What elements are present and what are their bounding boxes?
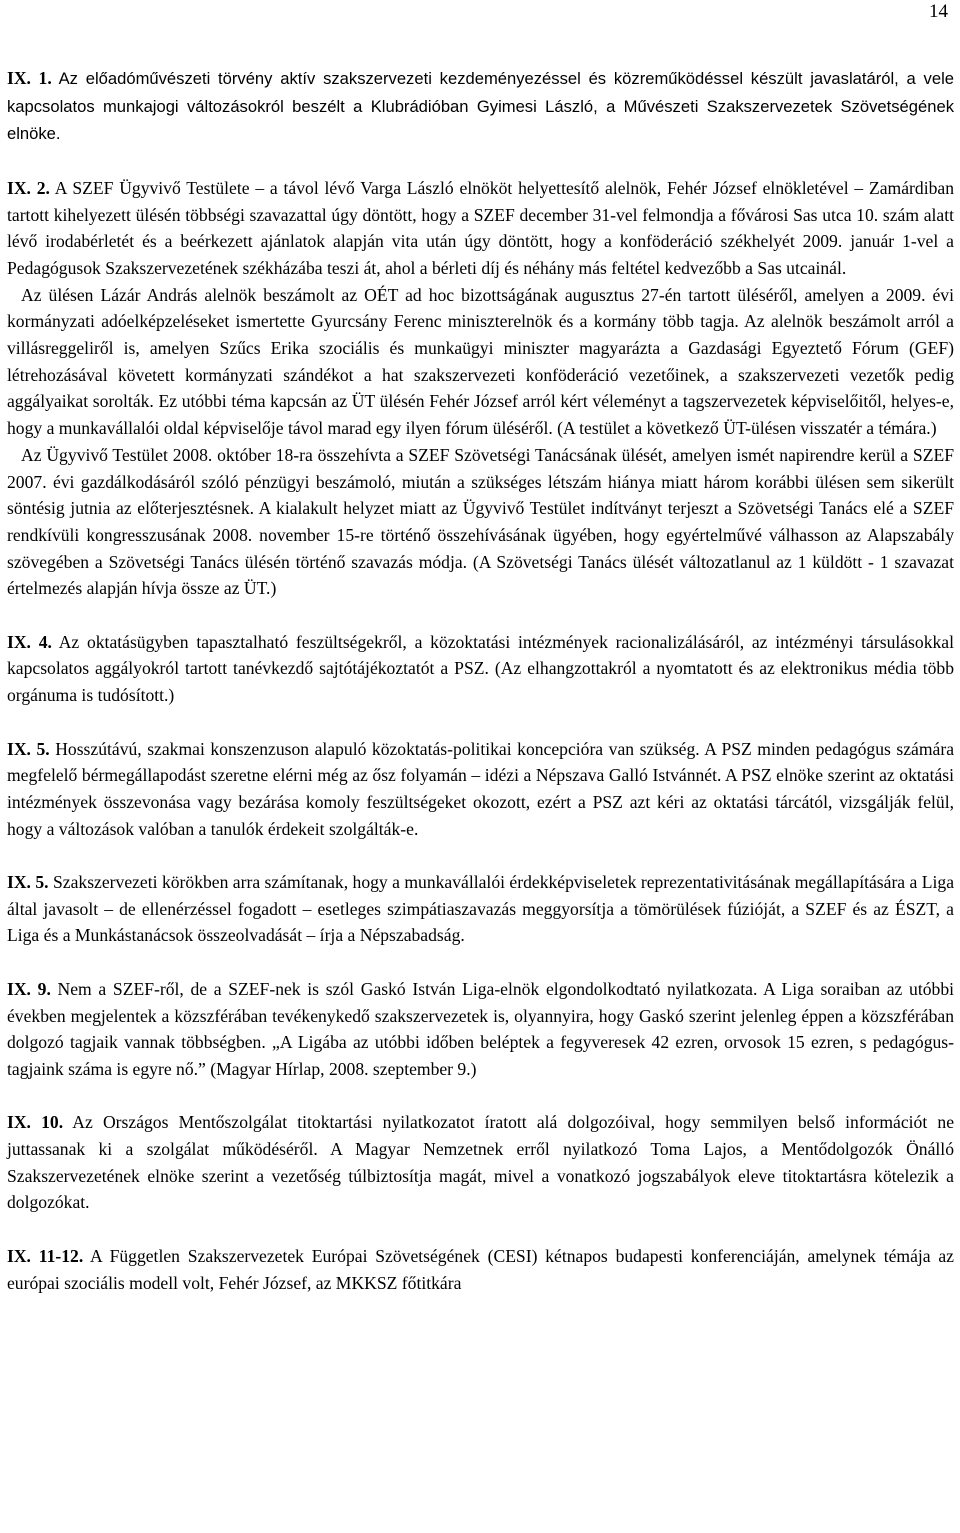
- paragraph-ix-4: [7, 629, 954, 709]
- paragraph-ix-11-12: [7, 1243, 954, 1296]
- document-body: [7, 65, 954, 1296]
- paragraph-label: IX. 10.: [7, 1112, 64, 1133]
- paragraph-label: IX. 4.: [7, 631, 52, 652]
- paragraph-ix-2: [7, 175, 954, 282]
- paragraph-ix-5-a: [7, 736, 954, 843]
- paragraph-ix-2-oet: [7, 282, 954, 442]
- paragraph-ix-1: [7, 65, 954, 148]
- paragraph-text: Nem a SZEF-ről, de a SZEF-nek is szól Gaskó István Liga-elnök elgondolkodtató nyilatkozata. A Liga soraiban az utóbbi években megjelentek a közszférában tevékenykedő szakszervezetek is, olyannyira, hogy Gaskó szerint jelenleg éppen a közszférában dolgozó tagjaik vannak többségben. „A Ligába az utóbbi időben beléptek a fegyveresek 42 ezren, orvosok 15 ezren, s pedagógus-tagjaink száma is egyre nő.” (Magyar Hírlap, 2008. szeptember 9.): [7, 978, 955, 1079]
- paragraph-ix-10: [7, 1109, 954, 1216]
- paragraph-label: IX. 1.: [7, 68, 52, 88]
- paragraph-label: IX. 9.: [7, 978, 51, 999]
- paragraph-text: Hosszútávú, szakmai konszenzuson alapuló közoktatás-politikai koncepcióra van szükség. A PSZ minden pedagógus számára megfelelő bérmegállapodást szeretne elérni még az ősz folyamán – idézi a Népszava Galló Istvánnét. A PSZ elnöke szerint az oktatási intézmények összevonása vagy bezárása komoly feszültségeket okozott, ezért a PSZ azt kéri az oktatási tárcától, vizsgálják felül, hogy a változások valóban a tanulók érdekeit szolgálták-e.: [7, 738, 954, 839]
- paragraph-text: Az Országos Mentőszolgálat titoktartási nyilatkozatot íratott alá dolgozóival, hogy semmilyen belső információt ne juttassanak ki a szolgálat működéséről. A Magyar Nemzetnek erről nyilatkozó Toma Lajos, a Mentődolgozók Önálló Szakszervezetének elnöke szerint a vezetőség túlbiztosítja magát, mivel a vonatkozó jogszabályok eleve titoktartásra kötelezik a dolgozókat.: [7, 1112, 955, 1213]
- paragraph-text: Az ülésen Lázár András alelnök beszámolt az OÉT ad hoc bizottságának augusztus 27-én tartott üléséről, amelyen a 2009. évi kormányzati adóelképzeléseket ismertette Gyurcsány Ferenc miniszterelnök és a kormány több tagja. Az alelnök beszámolt arról a villásreggeliről is, amelyen Szűcs Erika szociális és munkaügyi miniszter magyarázta a Gazdasági Egyeztető Fórum (GEF) létrehozásával követett kormányzati szándékot a hat szakszervezeti konföderáció vezetőinek, a szakszervezeti vezetők pedig aggályaikat sorolták. Ez utóbbi téma kapcsán az ÜT ülésén Fehér József arról kért véleményt a tagszervezetek képviselőitől, helyes-e, hogy a munkavállalói oldal képviselője távol marad egy ilyen fórum üléséről. (A testület a következő ÜT-ülésen visszatér a témára.): [7, 284, 954, 439]
- paragraph-text: A SZEF Ügyvivő Testülete – a távol lévő Varga László elnököt helyettesítő alelnök, Fehér József elnökletével – Zamárdiban tartott kihelyezett ülésén többségi szavazattal úgy döntött, hogy a SZEF december 31-vel felmondja a fővárosi Sas utca 10. szám alatt lévő irodabérletét és a beérkezett ajánlatok alapján vita után úgy döntött, hogy a konföderáció székhelyét 2009. január 1-vel a Pedagógusok Szakszervezetének székházába teszi át, ahol a bérleti díj és néhány más feltétel kedvezőbb a Sas utcainál.: [7, 177, 954, 278]
- paragraph-text: Az előadóművészeti törvény aktív szakszervezeti kezdeményezéssel és közreműködéssel készült javaslatáról, a vele kapcsolatos munkajogi változásokról beszélt a Klubrádióban Gyimesi László, a Művészeti Szakszervezetek Szövetségének elnöke.: [7, 69, 954, 144]
- paragraph-label: IX. 5.: [7, 872, 49, 893]
- paragraph-text: Szakszervezeti körökben arra számítanak, hogy a munkavállalói érdekképviseletek reprezentativitásának megállapítására a Liga által javasolt – de ellenérzéssel fogadott – esetleges szimpátiaszavazás meggyorsítja a tömörülések fúzióját, a SZEF és az ÉSZT, a Liga és a Munkástanácsok összeolvadását – írja a Népszabadság.: [7, 872, 954, 946]
- paragraph-label: IX. 11-12.: [7, 1245, 84, 1266]
- paragraph-label: IX. 5.: [7, 738, 50, 759]
- paragraph-text: A Független Szakszervezetek Európai Szövetségének (CESI) kétnapos budapesti konferenciáján, amelynek témája az európai szociális modell volt, Fehér József, az MKKSZ főtitkára: [7, 1245, 954, 1293]
- paragraph-ix-9: [7, 976, 954, 1083]
- page-number: 14: [929, 1, 948, 22]
- paragraph-text: Az oktatásügyben tapasztalható feszültségekről, a közoktatási intézmények racionalizálásáról, az intézményi társulásokkal kapcsolatos aggályokról tartott tanévkezdő sajtótájékoztatót a PSZ. (Az elhangzottakról a nyomtatott és az elektronikus média több orgánuma is tudósított.): [7, 631, 954, 706]
- paragraph-ix-5-b: [7, 869, 954, 949]
- paragraph-label: IX. 2.: [7, 177, 50, 198]
- paragraph-ix-2-szovetsegi-tanacs: [7, 442, 954, 602]
- paragraph-text: Az Ügyvivő Testület 2008. október 18-ra összehívta a SZEF Szövetségi Tanácsának ülését, amelyen ismét napirendre kerül a SZEF 2007. évi gazdálkodásáról szóló pénzügyi beszámoló, miután a szükséges létszám hiánya miatt három korábbi ülésen sem sikerült söntésig jutnia az előterjesztésnek. A kialakult helyzet miatt az Ügyvivő Testület indítványt terjeszt a Szövetségi Tanács elé a SZEF rendkívüli kongresszusának 2008. november 15-re történő összehívásának ügyében, hogy egyértelművé válhasson az Alapszabály szövegében a Szövetségi Tanács ülésén történő szavazás módja. (A Szövetségi Tanács ülését változatlanul az 1 küldött - 1 szavazat értelmezés alapján hívja össze az ÜT.): [7, 444, 954, 599]
